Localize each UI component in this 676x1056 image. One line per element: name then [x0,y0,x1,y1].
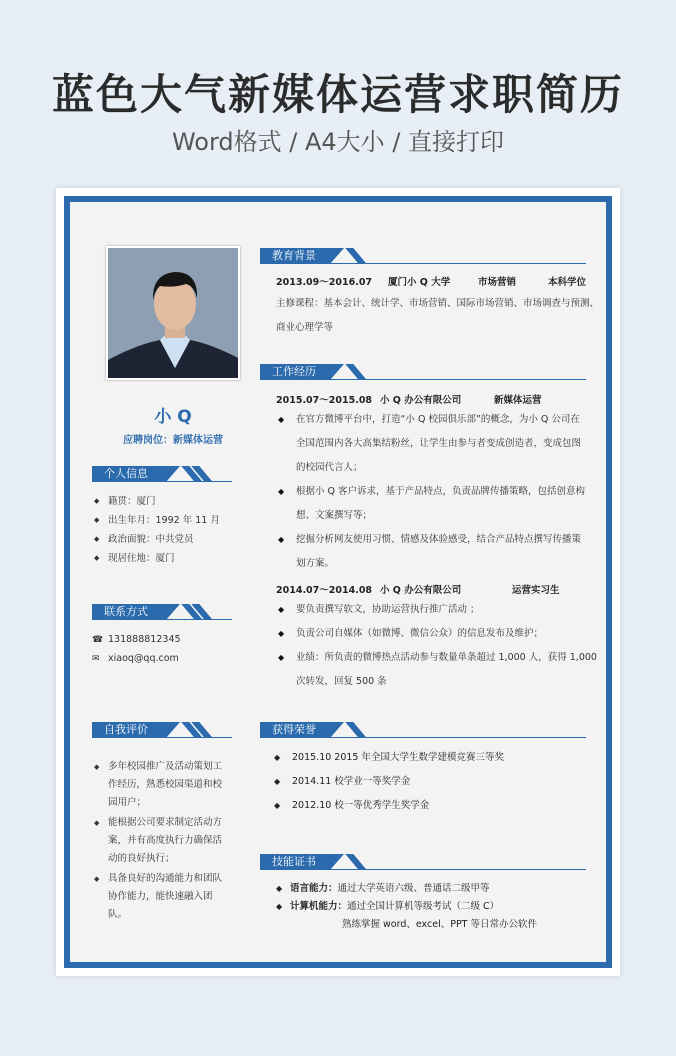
list-item: ◆ 多年校园推广及活动策划工作经历，熟悉校园渠道和校园用户； [92,758,222,812]
education-major: 市场营销 [478,277,517,288]
job-role: 运营实习生 [512,585,560,596]
phone-icon: ☎ [92,634,104,645]
skill-text: 通过全国计算机等级考试（二级 C） [347,901,500,912]
contact-phone [92,630,262,649]
education-school: 厦门小 Q 大学 [388,277,451,288]
section-header-honors [260,722,586,738]
list-item: ◆ 现居住地：厦门 [92,549,262,568]
section-title: 个人信息 [92,466,166,482]
header-underline [260,379,586,380]
skill-computer [276,898,500,916]
list-item: ◆ 具备良好的沟通能力和团队协作能力，能快速融入团队。 [92,870,222,924]
bullet-line: 全国范围内各大高集结粉丝，让学生由参与者变成创造者，变成包图 [296,438,582,449]
applied-position: 应聘岗位：新媒体运营 [123,435,223,446]
email-icon: ✉ [92,653,100,664]
header-underline [260,869,586,870]
bullet-diamond-icon: ◆ [278,415,285,424]
bullet-line: 挖掘分析网友使用习惯、情感及体验感受，结合产品特点撰写传播策 [296,534,582,545]
section-header-personal [92,466,232,482]
section-title: 工作经历 [260,364,330,380]
skill-label: 计算机能力： [290,901,348,912]
section-header-self-eval [92,722,232,738]
bullet-line: 根据小 Q 客户诉求，基于产品特点，负责品牌传播策略，包括创意构 [296,486,586,497]
education-courses-cont: 商业心理学等 [276,322,334,333]
personal-info-list [92,492,262,568]
bullet-diamond-icon: ◆ [278,535,285,544]
email-address: xiaoq@qq.com [108,653,179,664]
section-header-skills [260,854,586,870]
education-period: 2013.09～2016.07 [276,277,373,288]
list-item: ◆ 能根据公司要求制定活动方案，并有高度执行力确保活动的良好执行； [92,814,222,868]
contact-email [92,649,262,668]
job-bullet [278,480,596,528]
honor-text: 2012.10 校一等优秀学生奖学金 [292,800,430,811]
job-bullet [278,528,596,576]
section-title: 联系方式 [92,604,166,620]
section-title: 获得荣誉 [260,722,330,738]
header-underline [260,737,586,738]
header-stripe [345,854,366,870]
list-item: ◆ 出生年月：1992 年 11 月 [92,511,262,530]
honor-text: 2014.11 校学业一等奖学金 [292,776,411,787]
bullet-line: 要负责撰写软文，协助运营执行推广活动 ； [296,604,480,615]
job-company: 小 Q 办公有限公司 [380,395,462,406]
bullet-diamond-icon: ◆ [276,884,283,893]
skill-label: 语言能力： [290,883,338,894]
self-evaluation-list [92,758,222,924]
job-bullet [278,598,596,622]
job-period: 2014.07～2014.08 [276,585,373,596]
honor-text: 2015.10 2015 年全国大学生数学建模竞赛三等奖 [292,752,505,763]
bullet-diamond-icon: ◆ [276,902,283,911]
header-stripe [345,364,366,380]
candidate-name: 小 Q [154,407,192,427]
bullet-diamond-icon: ◆ [274,777,281,786]
list-item: ◆ 政治面貌：中共党员 [92,530,262,549]
header-underline [260,263,586,264]
section-title: 教育背景 [260,248,330,264]
header-stripe [345,722,366,738]
skill-language [276,880,490,898]
bullet-diamond-icon: ◆ [278,487,285,496]
resume-frame [64,196,612,968]
job-company: 小 Q 办公有限公司 [380,585,462,596]
section-title: 自我评价 [92,722,166,738]
job-bullet [278,408,596,480]
bullet-line: 次转发，回复 500 条 [296,676,387,687]
honor-item [274,770,411,794]
bullet-line: 业绩：所负责的微博热点活动参与数量单条超过 1,000 人，获得 1,000 [296,652,597,663]
honor-item [274,746,505,770]
page-subtitle: Word格式 / A4大小 / 直接打印 [171,128,505,156]
header-underline [92,481,232,482]
bullet-line: 划方案。 [296,558,335,569]
section-header-work [260,364,586,380]
bullet-line: 负责公司自媒体（如微博、微信公众）的信息发布及维护； [296,628,544,639]
section-title: 技能证书 [260,854,330,870]
profile-photo [106,246,240,380]
job-bullet [278,646,597,694]
job-period: 2015.07～2015.08 [276,395,373,406]
skill-text: 通过大学英语六级、普通话二级甲等 [337,883,490,894]
resume-paper [56,188,620,976]
section-header-education [260,248,586,264]
honor-item [274,794,430,818]
section-header-contact [92,604,232,620]
bullet-line: 的校园代言人； [296,462,363,473]
bullet-diamond-icon: ◆ [278,629,285,638]
list-item: ◆ 籍贯：厦门 [92,492,262,511]
bullet-line: 在官方微博平台中，打造“小 Q 校园俱乐部”的概念，为小 Q 公司在 [296,414,580,425]
education-courses: 主修课程：基本会计、统计学、市场营销、国际市场营销、市场调查与预测、 [276,298,600,309]
bullet-diamond-icon: ◆ [274,753,281,762]
contact-block [92,630,262,668]
job-role: 新媒体运营 [494,395,542,406]
phone-number: 131888812345 [108,634,181,645]
bullet-line: 想、文案撰写等； [296,510,373,521]
header-underline [92,619,232,620]
header-underline [92,737,232,738]
page-title: 蓝色大气新媒体运营求职简历 [51,70,624,119]
header-stripe [345,248,366,264]
bullet-diamond-icon: ◆ [274,801,281,810]
job-bullet [278,622,596,646]
bullet-diamond-icon: ◆ [278,653,285,662]
education-degree: 本科学位 [548,277,587,288]
bullet-diamond-icon: ◆ [278,605,285,614]
skill-computer-cont: 熟练掌握 word、excel、PPT 等日常办公软件 [342,919,537,930]
